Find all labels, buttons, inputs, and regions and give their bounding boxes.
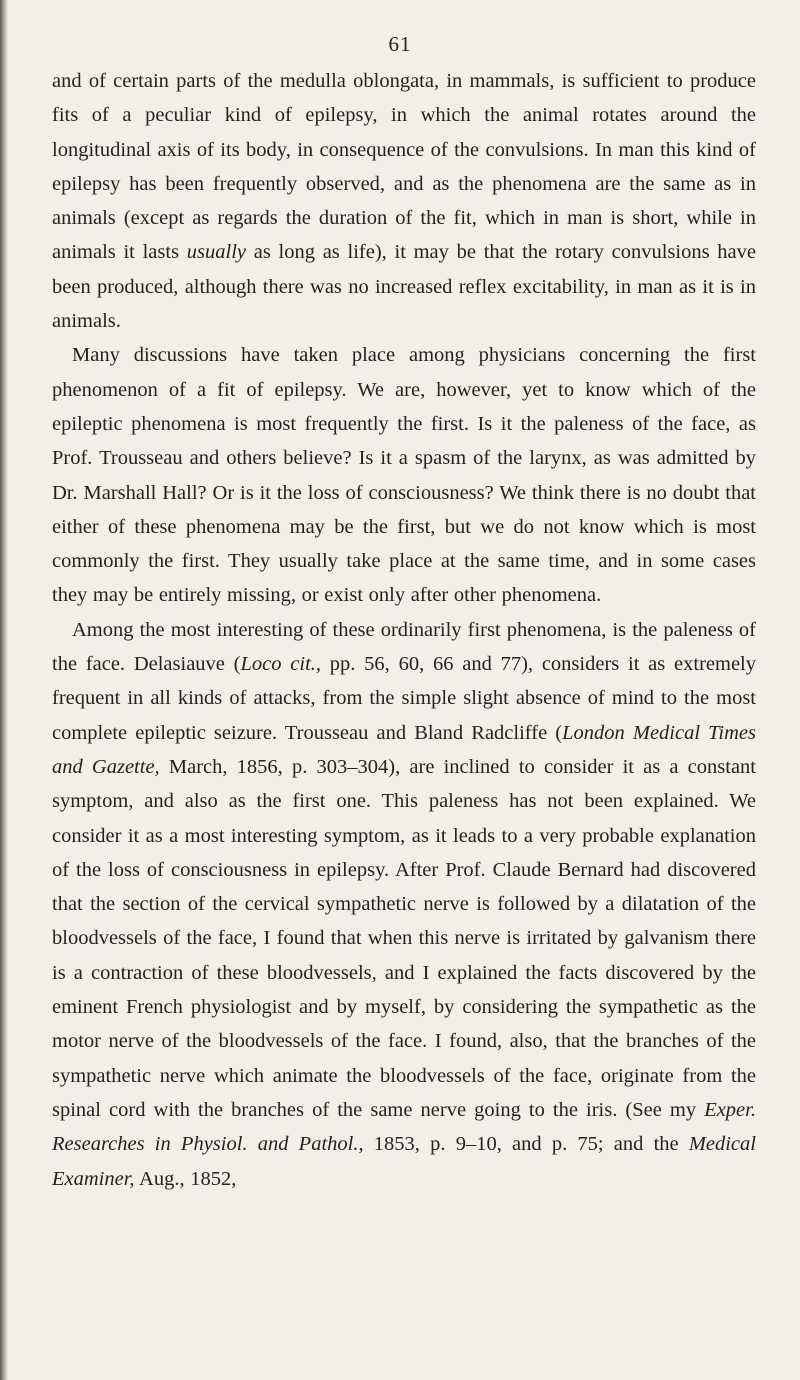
text-run: pp. 56, 60, 66 and 77), considers it as extremely frequent in all kinds of attacks, from the simple slight absence of mind to the most complete epileptic seizure. Trousseau and Bland Radcliffe ( <box>52 653 756 744</box>
italic-citation: usually <box>186 241 246 264</box>
page-number: 61 <box>388 32 412 56</box>
text-run: Many discussions have taken place among physicians concerning the first phenomenon of a fit of epilepsy. We are, however, yet to know which of the epileptic phenomena is most frequently the first. Is it the paleness of the face, as Prof. Trousseau and others believe? Is it a spasm of the larynx, as was admitted by Dr. Marshall Hall? Or is it the loss of consciousness? We think there is no doubt that either of these phenomena may be the first, but we do not know which is most commonly the first. They usually take place at the same time, and in some cases they may be entirely missing, or exist only after other phenomena. <box>52 344 756 607</box>
italic-citation: Medical Examiner, <box>52 1133 756 1190</box>
text-run: March, 1856, p. 303–304), are inclined to consider it as a constant symptom, and also as the first one. This paleness has not been explained. We consider it as a most interesting symptom, as it leads to a very probable explanation of the loss of consciousness in epilepsy. After Prof. Claude Bernard had discovered that the section of the cervical sympathetic nerve is followed by a dilatation of the bloodvessels of the face, I found that when this nerve is irritated by galvanism there is a contraction of these bloodvessels, and I explained the facts discovered by the eminent French physiologist and by myself, by considering the sympathetic as the motor nerve of the bloodvessels of the face. I found, also, that the branches of the sympathetic nerve which animate the bloodvessels of the face, originate from the spinal cord with the branches of the same nerve going to the iris. (See my <box>52 755 757 1121</box>
text-run: 1853, p. 9–10, and p. 75; and the <box>363 1133 689 1156</box>
text-run: and of certain parts of the medulla oblongata, in mammals, is sufficient to produce fits of a peculiar kind of epilepsy, in which the animal rotates around the longitudinal axis of its body, in consequence of the convulsions. In man this kind of epilepsy has been frequently observed, and as the phenomena are the same as in animals (except as regards the duration of the fit, which in man is short, while in animals it lasts <box>52 70 756 264</box>
text-run: as long as life), it may be that the rotary convulsions have been produced, although there was no increased reflex excitability, in man as it is in animals. <box>52 241 756 333</box>
text-run: Aug., 1852, <box>134 1167 237 1190</box>
paragraph <box>52 613 756 1196</box>
body-text <box>52 64 756 1196</box>
text-run: Among the most interesting of these ordinarily first phenomena, is the paleness of the face. Delasiauve ( <box>52 618 756 676</box>
paragraph <box>52 338 756 612</box>
paragraph <box>52 64 756 338</box>
italic-citation: Exper. Researches in Physiol. and Pathol., <box>52 1098 756 1156</box>
italic-citation: Loco cit., <box>240 653 322 676</box>
page-binding-edge <box>0 0 8 1380</box>
italic-citation: London Medical Times and Gazette, <box>52 721 756 778</box>
